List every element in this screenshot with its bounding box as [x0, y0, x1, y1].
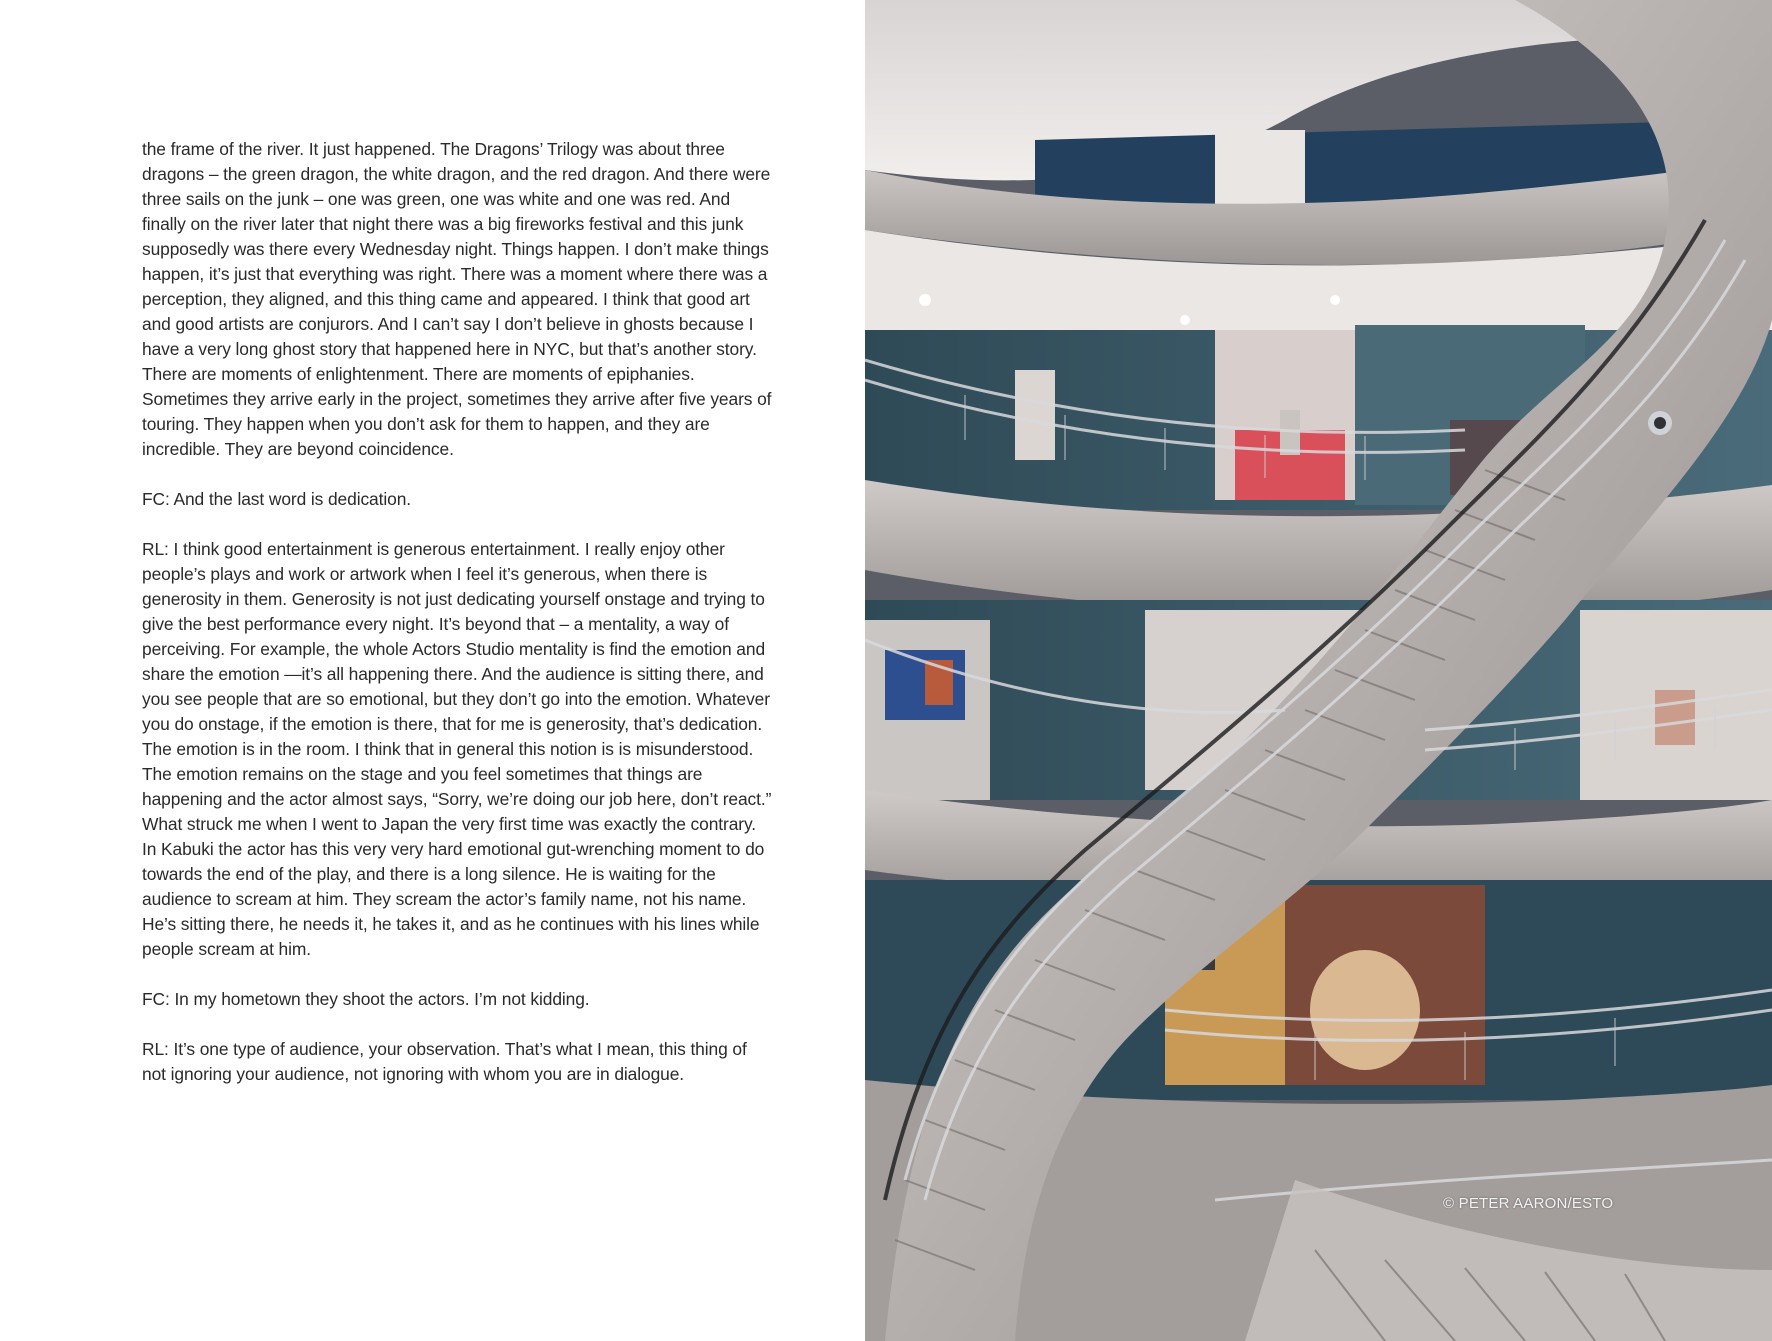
museum-staircase-photo: [865, 0, 1772, 1341]
photo-credit: © PETER AARON/ESTO: [1443, 1195, 1614, 1212]
paragraph-4: FC: In my hometown they shoot the actors. I’m not kidding.: [142, 989, 590, 1009]
paragraph-2: FC: And the last word is dedication.: [142, 489, 411, 509]
staircase-illustration: [865, 0, 1772, 1341]
interview-text: [142, 137, 772, 1112]
paragraph-5: RL: It’s one type of audience, your observation. That’s what I mean, this thing of not ignoring your audience, not ignoring with whom you are in dialogue.: [142, 1039, 747, 1084]
left-page: [0, 0, 865, 1341]
paragraph-1: the frame of the river. It just happened. The Dragons’ Trilogy was about three dragons – the green dragon, the white dragon, and the red dragon. And there were three sails on the junk – one was green, one was white and one was red. And finally on the river later that night there was a big fireworks festival and this junk supposedly was there every Wednesday night. Things happen. I don’t make things happen, it’s just that everything was right. There was a moment where there was a perception, they aligned, and this thing came and appeared. I think that good art and good artists are conjurors. And I can’t say I don’t believe in ghosts because I have a very long ghost story that happened here in NYC, but that’s another story. There are moments of enlightenment. There are moments of epiphanies. Sometimes they arrive early in the project, sometimes they arrive after five years of touring. They happen when you don’t ask for them to happen, and they are incredible. They are beyond coincidence.: [142, 139, 772, 459]
paragraph-3: RL: I think good entertainment is generous entertainment. I really enjoy other people’s plays and work or artwork when I feel it’s generous, when there is generosity in them. Generosity is not just dedicating yourself onstage and trying to give the best performance every night. It’s beyond that – a mentality, a way of perceiving. For example, the whole Actors Studio mentality is find the emotion and share the emotion —it’s all happening there. And the audience is sitting there, and you see people that are so emotional, but they don’t go into the emotion. Whatever you do onstage, if the emotion is there, that for me is generosity, that’s dedication. The emotion is in the room. I think that in general this notion is is misunderstood. The emotion remains on the stage and you feel sometimes that things are happening and the actor almost says, “Sorry, we’re doing our job here, don’t react.” What struck me when I went to Japan the very first time was exactly the contrary. In Kabuki the actor has this very very hard emotional gut-wrenching moment to do towards the end of the play, and there is a long silence. He is waiting for the audience to scream at him. They scream the actor’s family name, not his name. He’s sitting there, he needs it, he takes it, and as he continues with his lines while people scream at him.: [142, 539, 772, 959]
